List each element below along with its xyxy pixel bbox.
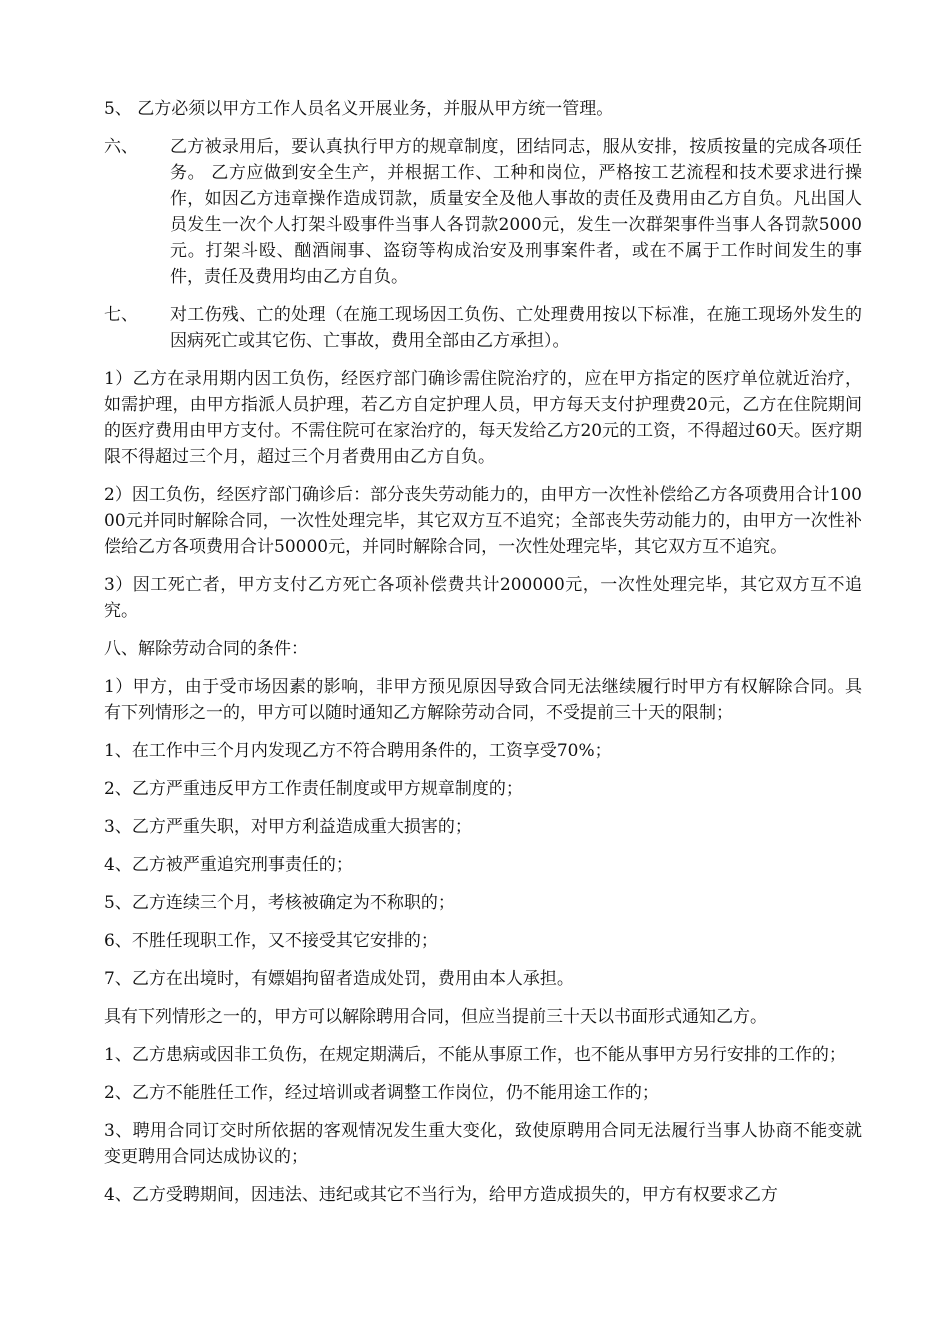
clause-5: 5、 乙方必须以甲方工作人员名义开展业务，并服从甲方统一管理。 [104,99,614,119]
list-item: 3、乙方严重失职，对甲方利益造成重大损害的； [104,817,472,837]
clause-8-title: 八、解除劳动合同的条件： [104,639,308,659]
clause-7-number: 七、 [104,305,138,325]
list-item: 4、乙方受聘期间，因违法、违纪或其它不当行为，给甲方造成损失的，甲方有权要求乙方 [104,1185,778,1205]
document-page [104,96,862,1220]
list-item: 6、不胜任现职工作，又不接受其它安排的； [104,931,438,951]
clause-8-item-2: 具有下列情形之一的，甲方可以解除聘用合同，但应当提前三十天以书面形式通知乙方。 [104,1007,767,1027]
clause-6 [104,134,862,290]
list-item: 2、乙方不能胜任工作，经过培训或者调整工作岗位，仍不能用途工作的； [104,1083,659,1103]
clause-7-item-3: 3）因工死亡者，甲方支付乙方死亡各项补偿费共计200000元，一次性处理完毕，其它双方互不追究。 [104,575,862,621]
list-item: 7、乙方在出境时，有嫖娼拘留者造成处罚，费用由本人承担。 [104,969,574,989]
clause-6-text: 乙方被录用后，要认真执行甲方的规章制度，团结同志，服从安排，按质按量的完成各项任务。 乙方应做到安全生产，并根据工作、工种和岗位，严格按工艺流程和技术要求进行操作，如因乙方违章操作造成罚款，质量安全及他人事故的责任及费用由乙方自负。凡出国人员发生一次个人打架斗殴事件当事人各罚款2000元，发生一次群架事件当事人各罚款5000元。打架斗殴、酗酒闹事、盗窃等构成治安及刑事案件者，或在不属于工作时间发生的事件，责任及费用均由乙方自负。 [170,137,862,287]
clause-6-number: 六、 [104,137,138,157]
clause-7 [104,302,862,354]
list-item: 4、乙方被严重追究刑事责任的； [104,855,353,875]
clause-8-item-1: 1）甲方，由于受市场因素的影响，非甲方预见原因导致合同无法继续履行时甲方有权解除合同。具有下列情形之一的，甲方可以随时通知乙方解除劳动合同，不受提前三十天的限制； [104,677,862,723]
list-item: 1、乙方患病或因非工负伤，在规定期满后，不能从事原工作，也不能从事甲方另行安排的工作的； [104,1045,846,1065]
clause-7-item-1: 1）乙方在录用期内因工负伤，经医疗部门确诊需住院治疗的，应在甲方指定的医疗单位就近治疗，如需护理，由甲方指派人员护理，若乙方自定护理人员，甲方每天支付护理费20元，乙方在住院期间的医疗费用由甲方支付。不需住院可在家治疗的，每天发给乙方20元的工资，不得超过60天。医疗期限不得超过三个月，超过三个月者费用由乙方自负。 [104,369,862,467]
clause-7-item-2: 2）因工负伤，经医疗部门确诊后：部分丧失劳动能力的，由甲方一次性补偿给乙方各项费用合计10000元并同时解除合同，一次性处理完毕，其它双方互不追究；全部丧失劳动能力的，由甲方一次性补偿给乙方各项费用合计50000元，并同时解除合同，一次性处理完毕，其它双方互不追究。 [104,485,862,557]
list-item: 2、乙方严重违反甲方工作责任制度或甲方规章制度的； [104,779,523,799]
list-item: 3、聘用合同订交时所依据的客观情况发生重大变化，致使原聘用合同无法履行当事人协商不能变就变更聘用合同达成协议的； [104,1121,862,1167]
clause-7-text: 对工伤残、亡的处理（在施工现场因工负伤、亡处理费用按以下标准，在施工现场外发生的因病死亡或其它伤、亡事故，费用全部由乙方承担）。 [170,305,862,351]
list-item: 1、在工作中三个月内发现乙方不符合聘用条件的，工资享受70%； [104,741,612,761]
list-item: 5、乙方连续三个月，考核被确定为不称职的； [104,893,455,913]
